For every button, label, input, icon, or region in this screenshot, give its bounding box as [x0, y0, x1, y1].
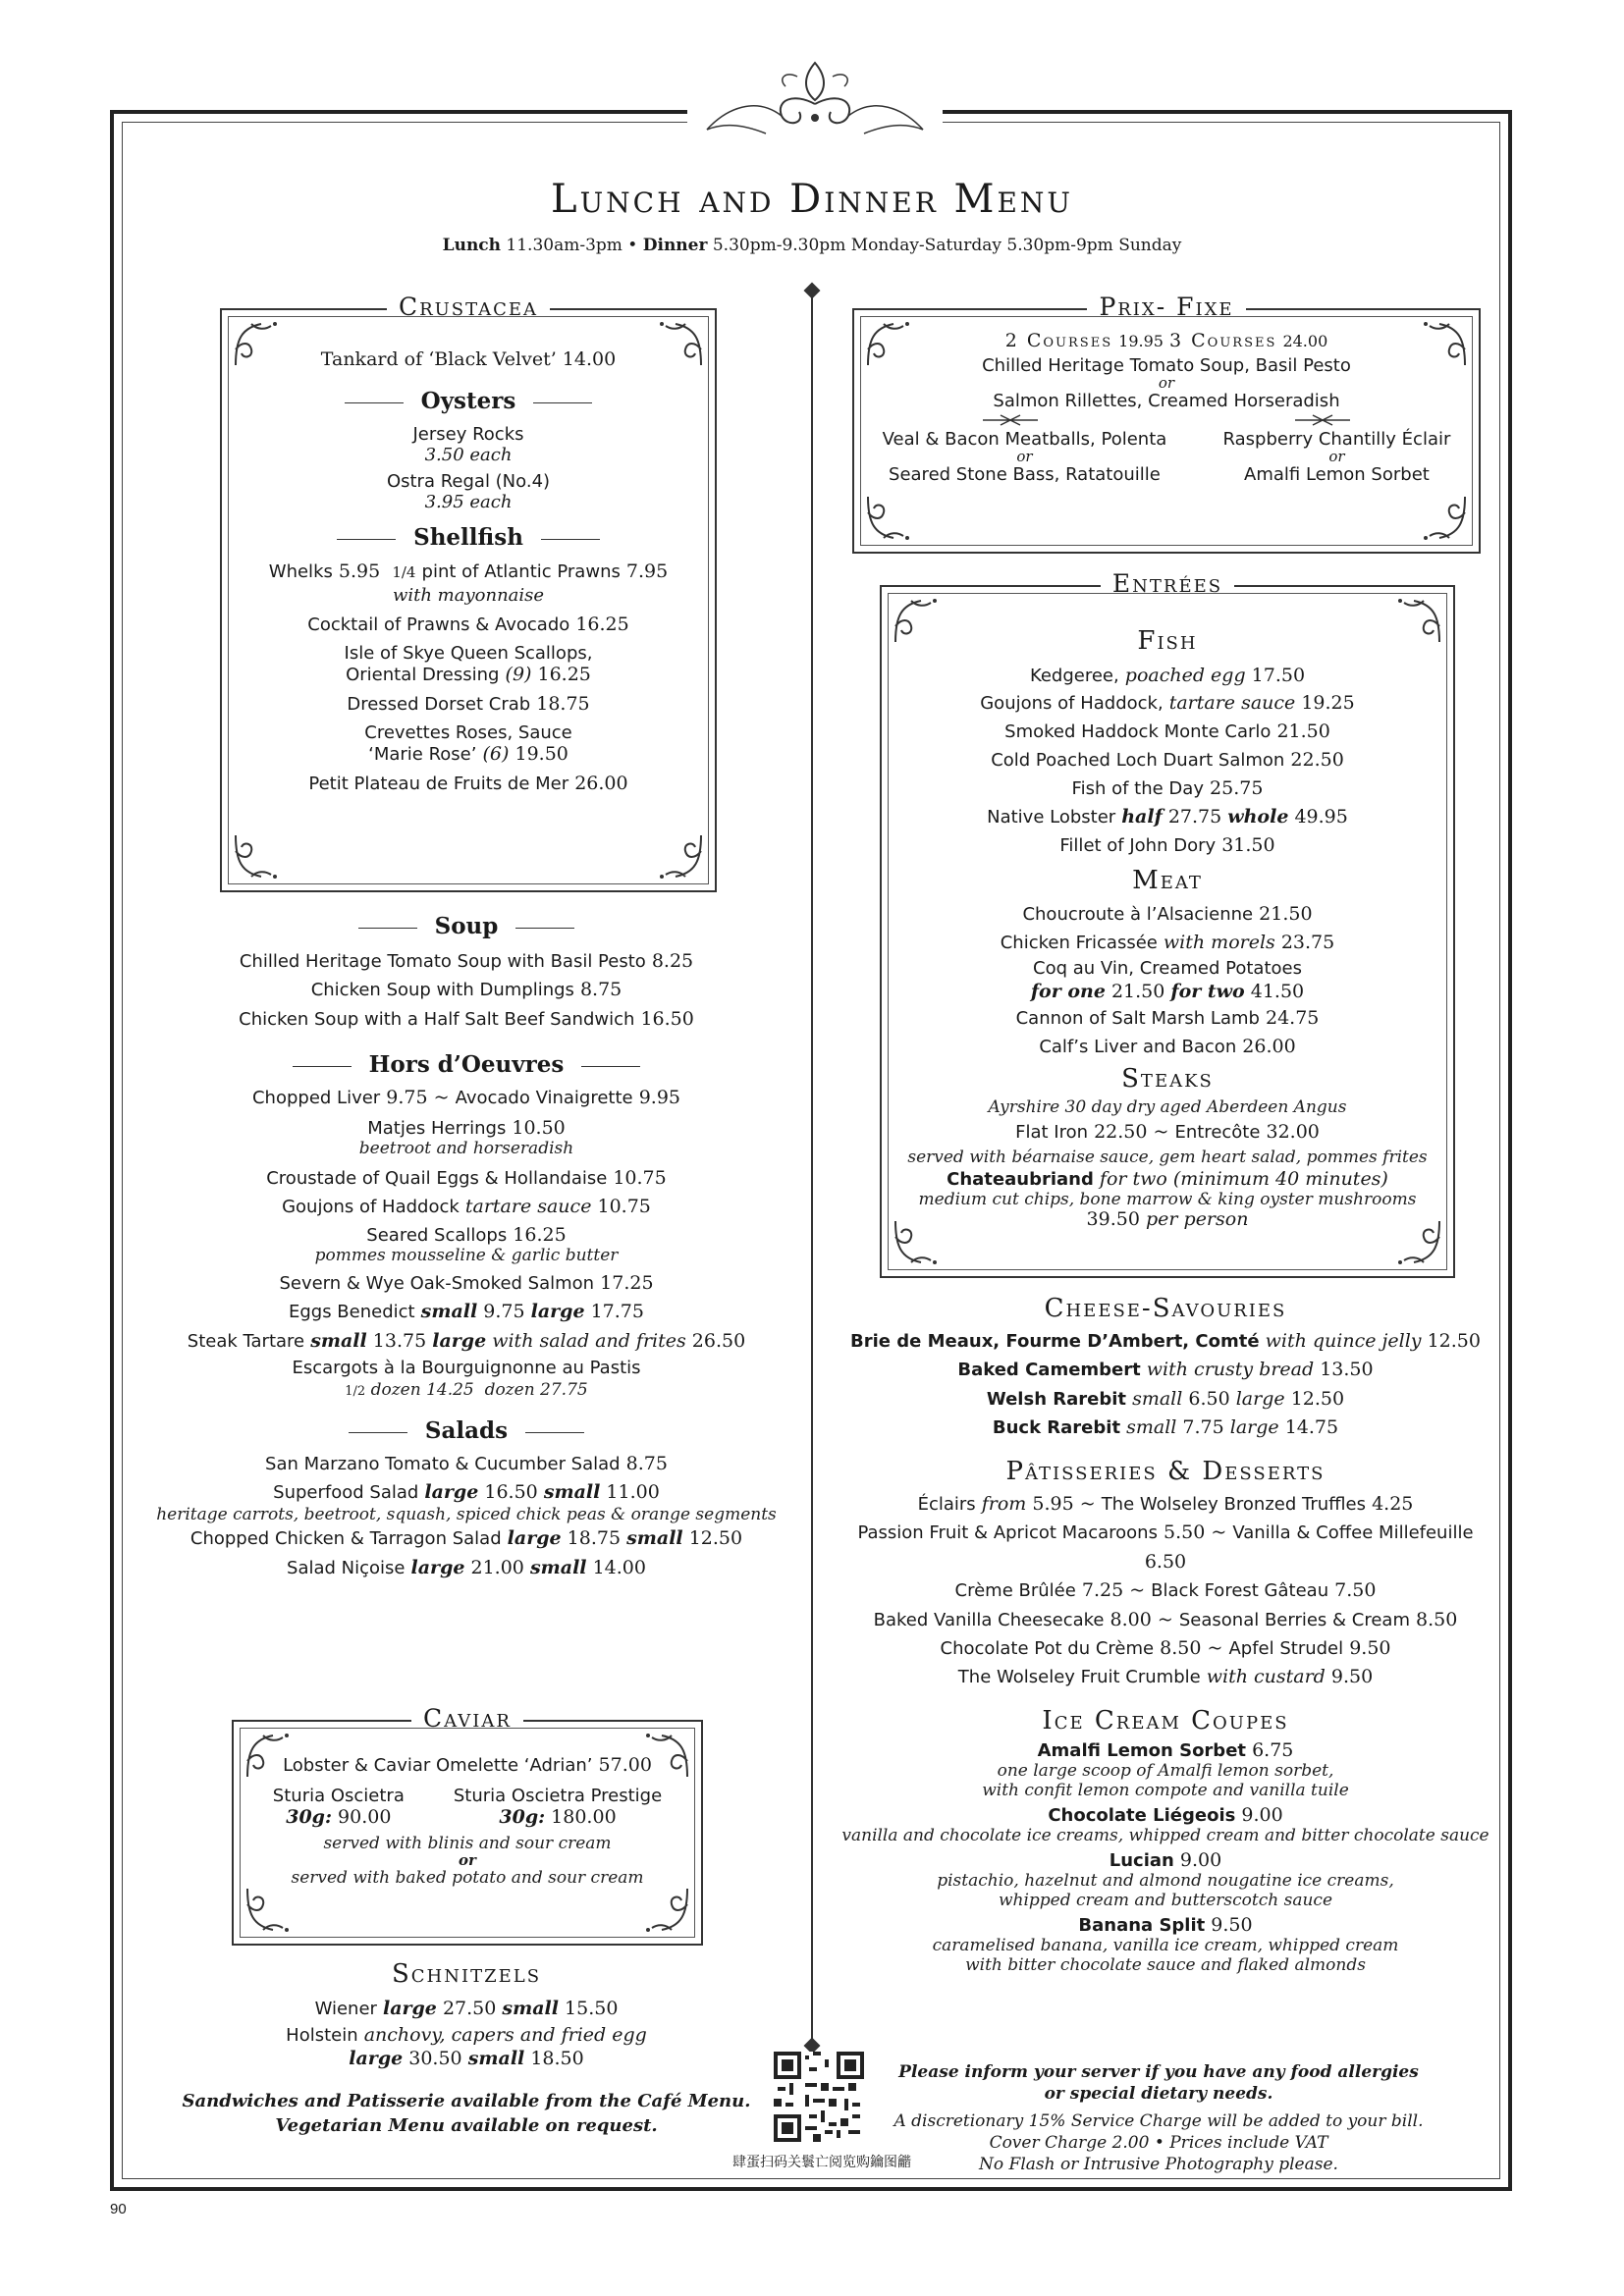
- corner-flourish-icon: [244, 1885, 293, 1934]
- eggs-item: Eggs Benedict small 9.75 large 17.75: [288, 1301, 644, 1323]
- opening-hours: Lunch 11.30am-3pm • Dinner 5.30pm-9.30pm Monday-Saturday 5.30pm-9pm Sunday: [442, 236, 1182, 255]
- cheese-heading: Cheese-Savouries: [1044, 1294, 1287, 1323]
- corner-flourish-icon: [892, 597, 941, 646]
- allergy-note-2: or special dietary needs.: [1044, 2084, 1273, 2105]
- cocktail-item: Cocktail of Prawns & Avocado 16.25: [307, 614, 629, 636]
- welsh-rarebit-item: Welsh Rarebit small 6.50 large 12.50: [986, 1387, 1345, 1410]
- sorbet-item: Amalfi Lemon Sorbet 6.75: [1037, 1738, 1294, 1761]
- coq-item: Coq au Vin, Creamed Potatoes: [1033, 957, 1302, 979]
- corner-flourish-icon: [864, 320, 913, 369]
- lucian-note-1: pistachio, hazelnut and almond nougatine ice creams,: [937, 1870, 1394, 1891]
- corner-flourish-icon: [244, 1732, 293, 1781]
- entrees-box: [880, 569, 1455, 1278]
- steaks-note: Ayrshire 30 day dry aged Aberdeen Angus: [988, 1096, 1347, 1117]
- corner-flourish-icon: [1394, 1217, 1443, 1266]
- corner-flourish-icon: [642, 1732, 691, 1781]
- plateau-item: Petit Plateau de Fruits de Mer 26.00: [308, 773, 628, 795]
- lobster-item: Native Lobster half 27.75 whole 49.95: [987, 805, 1348, 828]
- crumble-item: The Wolseley Fruit Crumble with custard 9.50: [957, 1666, 1374, 1688]
- oyster-jersey-name: Jersey Rocks: [412, 424, 524, 446]
- caviar-title: Caviar: [411, 1704, 523, 1733]
- prix-fixe-courses: 2 Courses 19.95 3 Courses 24.00: [1004, 330, 1328, 351]
- caviar-note-1: served with blinis and sour cream: [323, 1834, 612, 1854]
- tartare-item: Steak Tartare small 13.75 large with salad and frites 26.50: [187, 1329, 746, 1352]
- corner-flourish-icon: [1420, 493, 1469, 542]
- montecarlo-item: Smoked Haddock Monte Carlo 21.50: [1004, 721, 1330, 743]
- corner-flourish-icon: [232, 831, 281, 881]
- holstein-prices: large 30.50 small 18.50: [349, 2048, 584, 2070]
- fish-of-day-item: Fish of the Day 25.75: [1071, 777, 1264, 800]
- oyster-ostra-price: 3.95 each: [424, 492, 513, 513]
- prix-starter-2: Salmon Rillettes, Creamed Horseradish: [993, 391, 1340, 411]
- chateaubriand-note: medium cut chips, bone marrow & king oyster mushrooms: [918, 1190, 1417, 1210]
- steaks-heading: Steaks: [1121, 1063, 1214, 1094]
- menu-title: Lunch and Dinner Menu: [551, 177, 1073, 222]
- omelette-item: Lobster & Caviar Omelette ‘Adrian’ 57.00: [283, 1754, 652, 1776]
- escargots-prices: 1/2 dozen 14.25 dozen 27.75: [345, 1380, 588, 1401]
- oysters-heading: Oysters: [222, 388, 715, 414]
- prix-starter-1: Chilled Heritage Tomato Soup, Basil Pesto: [982, 355, 1351, 376]
- page-number: 90: [110, 2201, 127, 2217]
- liegeois-note: vanilla and chocolate ice creams, whipped cream and bitter chocolate sauce: [841, 1825, 1489, 1845]
- pot-item: Chocolate Pot du Crème 8.50 ~ Apfel Strudel 9.50: [940, 1636, 1391, 1659]
- eclairs-item: Éclairs from 5.95 ~ The Wolseley Bronzed Truffles 4.25: [917, 1492, 1414, 1515]
- sorbet-note-2: with confit lemon compote and vanilla tuile: [982, 1780, 1349, 1800]
- corner-flourish-icon: [232, 320, 281, 369]
- superfood-note: heritage carrots, beetroot, squash, spiced chick peas & orange segments: [156, 1505, 777, 1525]
- crustacea-title: Crustacea: [387, 293, 550, 321]
- column-divider: [811, 287, 813, 2044]
- prix-desserts: Raspberry Chantilly Éclair or Amalfi Lemon Sorbet: [1222, 429, 1451, 485]
- cheesecake-item: Baked Vanilla Cheesecake 8.00 ~ Seasonal Berries & Cream 8.50: [873, 1608, 1458, 1630]
- croustade-item: Croustade of Quail Eggs & Hollandaise 10.75: [266, 1166, 667, 1189]
- chicken-salad-item: Chopped Chicken & Tarragon Salad large 18.75 small 12.50: [189, 1527, 743, 1550]
- sanmarzano-item: San Marzano Tomato & Cucumber Salad 8.75: [265, 1453, 668, 1475]
- dory-item: Fillet of John Dory 31.50: [1059, 833, 1275, 856]
- superfood-item: Superfood Salad large 16.50 small 11.00: [273, 1480, 660, 1503]
- sorbet-note-1: one large scoop of Amalfi lemon sorbet,: [997, 1760, 1334, 1781]
- macaroons-item: Passion Fruit & Apricot Macaroons 5.50 ~ Vanilla & Coffee Millefeuille 6.50: [857, 1522, 1474, 1573]
- desserts-heading: Pâtisseries & Desserts: [1005, 1456, 1326, 1486]
- tankard-item: Tankard of ‘Black Velvet’ 14.00: [320, 348, 617, 370]
- qr-code-icon[interactable]: [774, 2052, 864, 2142]
- coq-prices: for one 21.50 for two 41.50: [1030, 981, 1305, 1003]
- prestige-item: Sturia Oscietra Prestige 30g: 180.00: [453, 1786, 663, 1829]
- scallops-item-line2: Oriental Dressing (9) 16.25: [346, 664, 591, 686]
- chateaubriand-price: 39.50 per person: [1086, 1208, 1249, 1231]
- bow-ornament-icon: [1293, 413, 1352, 427]
- salads-heading: Salads: [147, 1417, 785, 1444]
- photo-note: No Flash or Intrusive Photography please.: [979, 2155, 1338, 2175]
- caviar-note-2: served with baked potato and sour cream: [291, 1868, 644, 1889]
- choucroute-item: Choucroute à l’Alsacienne 21.50: [1022, 903, 1313, 926]
- calf-liver-item: Calf’s Liver and Bacon 26.00: [1039, 1035, 1296, 1057]
- matjes-item: Matjes Herrings 10.50: [367, 1116, 566, 1139]
- lucian-item: Lucian 9.00: [1109, 1848, 1222, 1871]
- split-note-1: caramelised banana, vanilla ice cream, whipped cream: [932, 1935, 1399, 1955]
- caviar-or: or: [459, 1851, 476, 1870]
- service-note: A discretionary 15% Service Charge will be added to your bill.: [893, 2111, 1424, 2132]
- chateaubriand-item: Chateaubriand for two (minimum 40 minutes): [947, 1167, 1388, 1190]
- caviar-box: [232, 1704, 703, 1946]
- ice-cream-heading: Ice Cream Coupes: [1042, 1705, 1289, 1735]
- corner-flourish-icon: [1420, 320, 1469, 369]
- corner-flourish-icon: [864, 493, 913, 542]
- footer-vegetarian-note: Vegetarian Menu available on request.: [275, 2115, 658, 2137]
- bow-ornament-icon: [981, 413, 1040, 427]
- soup-item: Chicken Soup with Dumplings 8.75: [310, 979, 623, 1001]
- corner-flourish-icon: [656, 831, 705, 881]
- crevettes-item-line2: ‘Marie Rose’ (6) 19.50: [368, 743, 568, 766]
- lochduart-item: Cold Poached Loch Duart Salmon 22.50: [991, 749, 1344, 772]
- allergy-note-1: Please inform your server if you have any food allergies: [898, 2062, 1419, 2082]
- soup-heading: Soup: [147, 913, 785, 939]
- prix-mains: Veal & Bacon Meatballs, Polenta or Seared Stone Bass, Ratatouille: [882, 429, 1167, 485]
- salmon-item: Severn & Wye Oak-Smoked Salmon 17.25: [279, 1271, 654, 1294]
- schnitzels-section: [147, 1959, 785, 2136]
- wiener-item: Wiener large 27.50 small 15.50: [314, 1998, 619, 2019]
- prix-fixe-box: [852, 293, 1481, 554]
- crab-item: Dressed Dorset Crab 18.75: [347, 693, 590, 716]
- lucian-note-2: whipped cream and butterscotch sauce: [998, 1890, 1333, 1910]
- nicoise-item: Salad Niçoise large 21.00 small 14.00: [287, 1556, 646, 1578]
- liegeois-item: Chocolate Liégeois 9.00: [1048, 1803, 1283, 1826]
- banana-split-item: Banana Split 9.50: [1078, 1913, 1253, 1936]
- corner-flourish-icon: [892, 1217, 941, 1266]
- goujons-entree-item: Goujons of Haddock, tartare sauce 19.25: [980, 692, 1355, 715]
- scallops-item-line1: Isle of Skye Queen Scallops,: [344, 643, 593, 665]
- soup-item: Chicken Soup with a Half Salt Beef Sandwich 16.50: [239, 1007, 694, 1030]
- goujons-item: Goujons of Haddock tartare sauce 10.75: [282, 1196, 651, 1218]
- crustacea-box: [220, 293, 717, 892]
- schnitzels-heading: Schnitzels: [391, 1959, 542, 1989]
- brulee-item: Crème Brûlée 7.25 ~ Black Forest Gâteau 7.50: [954, 1579, 1377, 1602]
- oscietra-item: Sturia Oscietra 30g: 90.00: [272, 1786, 405, 1829]
- soup-section: [147, 913, 785, 1582]
- flatiron-item: Flat Iron 22.50 ~ Entrecôte 32.00: [1015, 1120, 1320, 1143]
- fish-heading: Fish: [1137, 626, 1198, 656]
- kedgeree-item: Kedgeree, poached egg 17.50: [1029, 664, 1306, 686]
- soup-item: Chilled Heritage Tomato Soup with Basil Pesto 8.25: [239, 950, 694, 972]
- lamb-item: Cannon of Salt Marsh Lamb 24.75: [1015, 1006, 1320, 1029]
- steak-served-note: served with béarnaise sauce, gem heart salad, pommes frites: [907, 1147, 1428, 1167]
- corner-flourish-icon: [656, 320, 705, 369]
- scallops-note: pommes mousseline & garlic butter: [314, 1245, 619, 1265]
- split-note-2: with bitter chocolate sauce and flaked almonds: [965, 1954, 1366, 1975]
- oyster-jersey-price: 3.50 each: [424, 445, 513, 466]
- matjes-note: beetroot and horseradish: [358, 1138, 574, 1158]
- buck-rarebit-item: Buck Rarebit small 7.75 large 14.75: [992, 1416, 1339, 1439]
- holstein-item: Holstein anchovy, capers and fried egg: [286, 2024, 647, 2047]
- right-lower-section: [837, 1294, 1494, 1975]
- fricassee-item: Chicken Fricassée with morels 23.75: [1000, 932, 1335, 954]
- brie-item: Brie de Meaux, Fourme D’Ambert, Comté with quince jelly 12.50: [850, 1330, 1481, 1352]
- crevettes-item-line1: Crevettes Roses, Sauce: [364, 722, 572, 744]
- escargots-item: Escargots à la Bourguignonne au Pastis: [292, 1357, 641, 1378]
- footer-cafe-note: Sandwiches and Patisserie available from the Café Menu.: [182, 2091, 751, 2112]
- camembert-item: Baked Camembert with crusty bread 13.50: [957, 1359, 1374, 1381]
- shellfish-heading: Shellfish: [222, 524, 715, 551]
- corner-flourish-icon: [642, 1885, 691, 1934]
- corner-flourish-icon: [1394, 597, 1443, 646]
- prix-fixe-title: Prix- Fixe: [1087, 293, 1245, 321]
- right-footer: [884, 2061, 1434, 2175]
- seared-scallops-item: Seared Scallops 16.25: [366, 1223, 567, 1246]
- entrees-title: Entrées: [1101, 569, 1234, 598]
- whelks-prawns-item: Whelks 5.95 1/4 pint of Atlantic Prawns 7.95: [268, 561, 669, 583]
- oyster-ostra-name: Ostra Regal (No.4): [386, 471, 551, 493]
- meat-heading: Meat: [1132, 865, 1203, 895]
- top-ornament-icon: [687, 57, 943, 151]
- prawns-note: with mayonnaise: [392, 585, 545, 607]
- prix-or-1: or: [1158, 374, 1175, 392]
- qr-caption: 肆蛋扫码关鬟亡阅览购鑰图龤: [732, 2155, 911, 2170]
- cover-note: Cover Charge 2.00 • Prices include VAT: [989, 2133, 1328, 2154]
- liver-avocado-item: Chopped Liver 9.75 ~ Avocado Vinaigrette 9.95: [251, 1087, 680, 1109]
- hors-heading: Hors d’Oeuvres: [147, 1051, 785, 1078]
